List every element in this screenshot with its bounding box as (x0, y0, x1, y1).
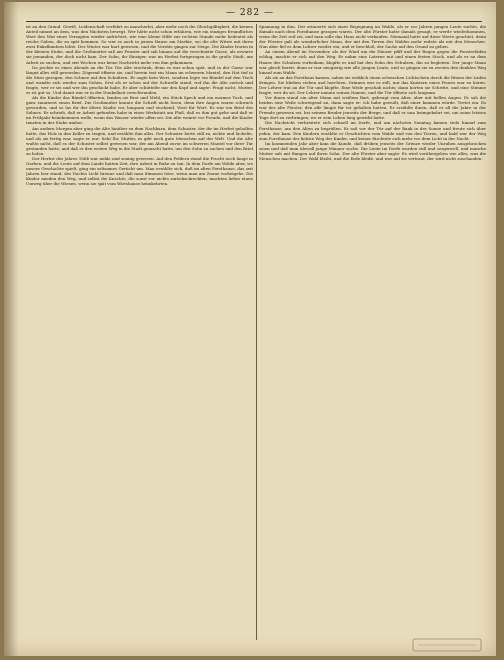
column-divider (256, 24, 257, 640)
paragraph: Die Nachricht verbreitete sich schnell im Dorfe, und am nächsten Sonntag kamen viele hinauf zum Forsthause, um den Alten zu begrüßen. Er saß vor der Tür auf der Bank in der Sonne und freute sich über jeden, der kam. Den Kindern erzählte er Geschichten vom Walde und von den Tieren, und bald war der Weg zum Forsthause der liebste Weg der Kinder, und keiner fürchtete sich mehr vor dem Licht in der Nacht. (259, 120, 486, 141)
paragraph: An einem Abend im November, als der Wind um die Häuser pfiff und der Regen gegen die Fensterläden schlug, machte er sich auf den Weg. Er nahm eine Laterne mit und einen festen Stock, und als er an dem Hause des Schulzen vorbeikam, klopfte er und bat den Sohn des Schulzen, ihn zu begleiten. Der junge Mann war gleich bereit, denn er war neugierig wie alle jungen Leute, und so gingen sie zu zweien den dunklen Weg hinauf zum Walde. (259, 49, 486, 75)
paragraph: Vor ihnen stand ein alter Mann mit weißem Bart, gebeugt vom Alter, aber mit hellen Augen. Er sah die beiden eine Weile schweigend an, dann sagte er: Ich habe gewußt, daß einer kommen würde. Tretet ein. Es war der alte Förster, den alle längst für tot gehalten hatten. Er erzählte ihnen, daß er all die Jahre in der Fremde gewesen sei, bei seinem Bruder jenseits der Berge, und daß er nun heimgekehrt sei, um seine letzten Tage dort zu verbringen, wo er sein Leben lang gewirkt hatte. (259, 95, 486, 121)
paragraph: Als sie an das Forsthaus kamen, sahen sie wirklich einen schwachen Lichtschein durch die Ritzen der Läden dringen. Sie blieben stehen und horchten. Drinnen war es still, nur das Knistern eines Feuers war zu hören. Der Lehrer trat an die Tür und klopfte. Eine Weile geschah nichts; dann hörten sie Schritte, und eine Stimme fragte, wer da sei. Der Lehrer nannte seinen Namen, und die Tür öffnete sich langsam. (259, 74, 486, 96)
newspaper-page (4, 2, 496, 656)
header-rule (26, 21, 482, 22)
text-column-right (259, 24, 486, 640)
paragraph: Der Herbst des Jahres 1864 war milde und sonnig gewesen. Auf den Feldern stand die Frucht noch lange in Garben, und die Leute auf dem Lande hatten Zeit, ihre Arbeit in Ruhe zu tun. In dem Dorfe am Walde aber, wo unsere Geschichte spielt, ging ein seltsames Gerücht um. Man erzählte sich, daß im alten Forsthause, das seit Jahren leer stand, des Nachts Licht brenne und daß man Stimmen höre, wenn man am Zaune vorbeigehe. Die Kinder mieden den Weg, und selbst die Knechte, die sonst vor nichts zurückschreckten, machten lieber einen Umweg über die Wiesen, wenn sie spät vom Wirtshause heimkehrten. (26, 156, 253, 187)
binding-shadow (4, 2, 18, 656)
paragraph: Am andern Morgen aber ging die Alte hinüber zu dem Nachbarn, dem Schuster, der ihr im Herbst geholfen hatte, das Holz in den Keller zu tragen, und erzählte ihm alles. Der Schuster hörte still zu, nickte und lächelte, und als sie fertig war, sagte er nur: Seht Ihr, Mutter, es gibt noch gute Menschen auf der Welt. Und die Alte wußte nicht, daß es der Schuster selbst gewesen war, der am Abend zuvor im schweren Mantel vor ihrer Tür gestanden hatte, und daß er den weiten Weg in die Stadt gemacht hatte, um den Sohn zu suchen und den Brief zu holen. (26, 125, 253, 156)
paragraph: ist an den Grund. Gewiß, Leidenschaft verführt zu mancherlei, aber mehr noch die Gleichgültigkeit, die keinen Anteil nimmt an dem, was den Nächsten bewegt. Wer hätte nicht schon erfahren, wie ein einziges freundliches Wort den Mut eines Verzagten wieder aufrichtet, wie eine kleine Hilfe zur rechten Stunde mehr bedeutet als reiche Gaben, die zu spät kommen. So war es auch in jenem Hause am Markte, wo die alte Witwe mit ihren zwei Enkelkindern lebte. Der Winter war hart gewesen, und die Vorräte gingen zur Neige. Die Kinder froren in der kleinen Stube, und die Großmutter saß am Fenster und sah hinaus auf die verschneite Gasse, als erwarte sie jemanden, der doch nicht kam. Der Sohn, ihr Einziger, war im Herbst fortgezogen in die große Stadt, um Arbeit zu suchen, und seit Wochen war keine Nachricht mehr von ihm gekommen. (26, 24, 253, 65)
paragraph: Als die Kinder das Bündel öffneten, fanden sie Brot und Mehl, ein Stück Speck und ein warmes Tuch, und ganz zuunterst einen Brief. Die Großmutter konnte die Schrift nicht lesen, denn ihre Augen waren schwach geworden, und so las ihr der ältere Knabe vor, langsam und stockend, Wort für Wort. Es war ein Brief des Sohnes. Er schrieb, daß er Arbeit gefunden habe in einer Werkstatt am Fluß, daß es ihm gut gehe und daß er im Frühjahr heimkommen wolle, wenn das Wasser wieder offen sei. Die Alte weinte vor Freude, und die Kinder tanzten in der Stube umher. (26, 95, 253, 126)
text-column-left (26, 24, 253, 640)
paragraph: Da pochte es eines Abends an die Tür. Die Alte erschrak, denn es war schon spät, und in der Gasse war längst alles still geworden. Zögernd öffnete sie, und herein trat ein Mann im schweren Mantel, den Hut tief in die Stirn gezogen, den Schnee auf den Schultern. Er sagte kein Wort, sondern legte ein Bündel auf den Tisch und wandte sich wieder zum Gehen. Erst als er schon auf der Schwelle stand, rief ihn die Alte zurück und fragte, wer er sei und wer ihn geschickt habe. Er aber schüttelte nur den Kopf und sagte: Fragt nicht, Mutter, es ist gut so. Und damit war er in der Dunkelheit verschwunden. (26, 64, 253, 96)
paragraph: Im kommenden Jahr aber kam die Kunde, daß drüben jenseits der Grenze wieder Unruhen ausgebrochen seien und daß man überall junge Männer suche. Die Leute im Dorfe wurden still und sorgenvoll, und manche Mutter sah mit Bangen auf ihren Sohn. Der alte Förster aber sagte: Es wird vorübergehen wie alles, was die Menschen machen. Der Wald bleibt, und die Erde bleibt, und wer auf sie vertraut, der wird nicht zuschanden. (259, 140, 486, 162)
paragraph: Spannung in ihm. Der erinnerte sich einer Begegnung im Walde, als er vor Jahren jungen Leute suchte, die damals nach dem Forsthause gezogen waren. Der alte Förster hatte damals gesagt, er werde wiederkommen, wenn die Zeit reif sei, und man solle das Haus nicht verkaufen. Niemand hatte auf diese Worte geachtet, denn der Förster galt als wunderlicher Mann, der mit den Tieren des Waldes mehr redete als mit den Menschen. Nun aber fiel es dem Lehrer wieder ein, und er beschloß, der Sache auf den Grund zu gehen. (259, 24, 486, 50)
library-stamp (412, 638, 482, 652)
page-number: — 282 — (226, 8, 274, 18)
